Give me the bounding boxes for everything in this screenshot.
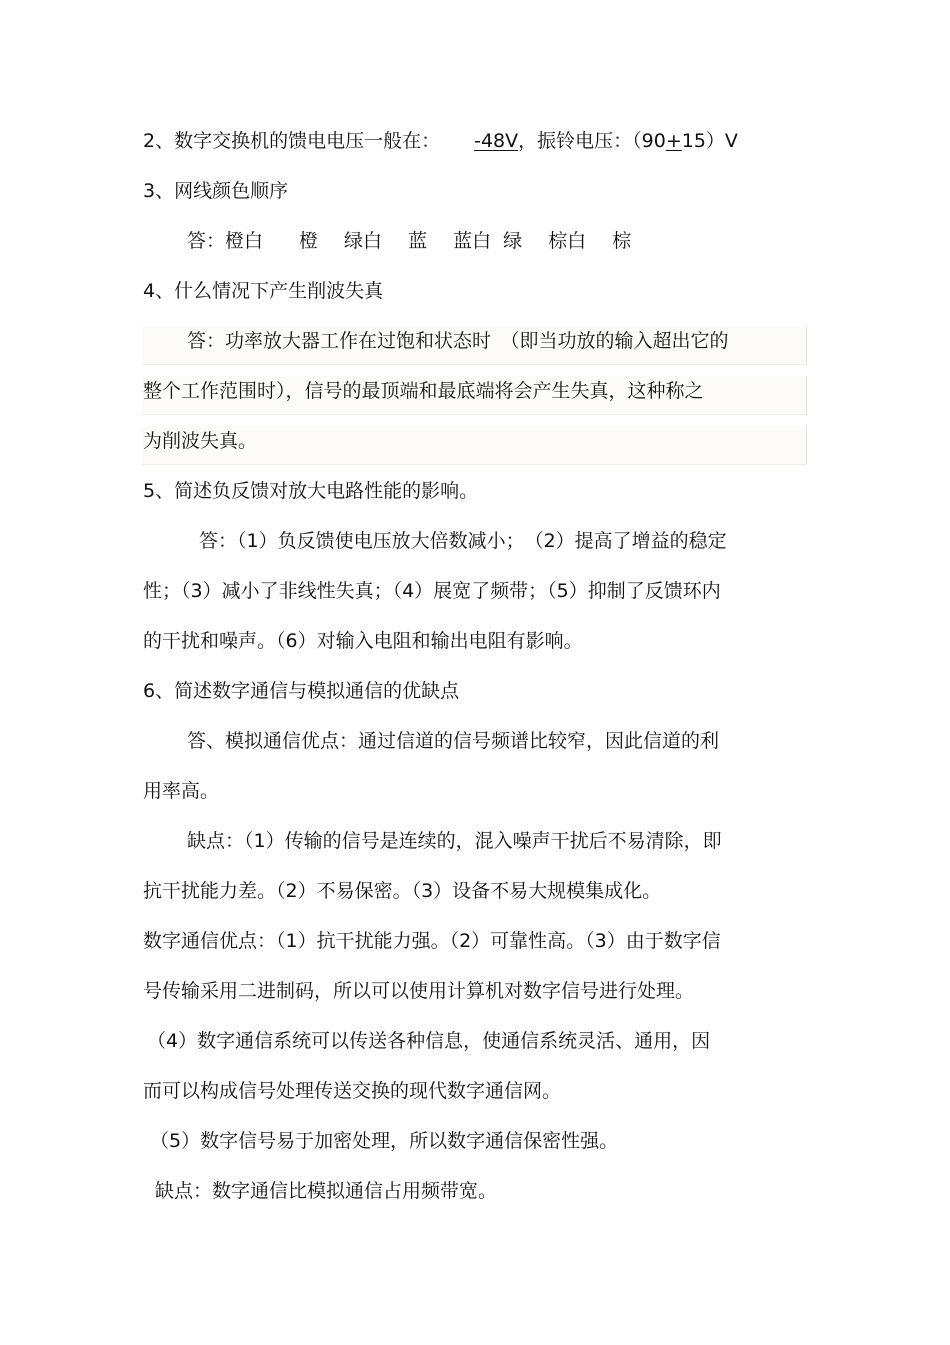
q6-digital-pro-line-1: 数字通信优点：（1）抗干扰能力强。（2）可靠性高。（3）由于数字信 xyxy=(143,930,721,952)
q6-analog-con-line-1: 缺点：（1）传输的信号是连续的，混入噪声干扰后不易清除，即 xyxy=(187,830,722,852)
q6-analog-pro-line-1: 答、模拟通信优点：通过信道的信号频谱比较窄，因此信道的利 xyxy=(187,730,720,752)
q3-color-7: 棕白 xyxy=(548,230,587,252)
q2-plus-minus: + xyxy=(665,130,682,152)
q4-answer-line-1: 答：功率放大器工作在过饱和状态时 （即当功放的输入超出它的 xyxy=(187,330,729,352)
q5-answer-line-3: 的干扰和噪声。（6）对输入电阻和输出电阻有影响。 xyxy=(143,630,583,652)
q5-answer-line-1: 答：（1）负反馈使电压放大倍数减小； （2）提高了增益的稳定 xyxy=(199,530,727,552)
q4-answer-line-2: 整个工作范围时），信号的最顶端和最底端将会产生失真，这种称之 xyxy=(143,380,704,402)
q6-analog-pro-line-2: 用率高。 xyxy=(143,780,220,802)
q4-answer-line-3: 为削波失真。 xyxy=(143,430,258,452)
q2-line xyxy=(143,128,738,154)
q3-color-1: 橙白 xyxy=(225,230,264,252)
q3-answer-label: 答： xyxy=(187,230,226,252)
q5-answer-line-2: 性；（3）减小了非线性失真；（4）展宽了频带；（5）抑制了反馈环内 xyxy=(143,580,721,602)
q3-color-6: 绿 xyxy=(503,230,523,252)
q3-color-4: 蓝 xyxy=(408,230,428,252)
q6-digital-pro-line-3: （4）数字通信系统可以传送各种信息，使通信系统灵活、通用，因 xyxy=(147,1030,711,1052)
q3-color-2: 橙 xyxy=(299,230,319,252)
q3-color-8: 棕 xyxy=(612,230,632,252)
q3-color-5: 蓝白 xyxy=(453,230,492,252)
q2-suffix: 15）V xyxy=(681,130,738,152)
q3-answer xyxy=(187,228,631,254)
q2-prefix: 2、数字交换机的馈电电压一般在： xyxy=(143,130,441,152)
q2-voltage: -48V xyxy=(474,130,519,152)
q6-analog-con-line-2: 抗干扰能力差。（2）不易保密。（3）设备不易大规模集成化。 xyxy=(143,880,662,902)
q4-question: 4、什么情况下产生削波失真 xyxy=(143,280,384,302)
q6-digital-pro-line-2: 号传输采用二进制码，所以可以使用计算机对数字信号进行处理。 xyxy=(143,980,695,1002)
q2-middle: ，振铃电压：（90 xyxy=(518,130,666,152)
q6-digital-con: 缺点：数字通信比模拟通信占用频带宽。 xyxy=(155,1180,498,1202)
q6-digital-pro-line-5: （5）数字信号易于加密处理，所以数字通信保密性强。 xyxy=(150,1130,619,1152)
q3-color-3: 绿白 xyxy=(344,230,383,252)
q6-digital-pro-line-4: 而可以构成信号处理传送交换的现代数字通信网。 xyxy=(143,1080,562,1102)
q5-question: 5、简述负反馈对放大电路性能的影响。 xyxy=(143,480,479,502)
q3-question: 3、网线颜色顺序 xyxy=(143,180,289,202)
q6-question: 6、简述数字通信与模拟通信的优缺点 xyxy=(143,680,460,702)
